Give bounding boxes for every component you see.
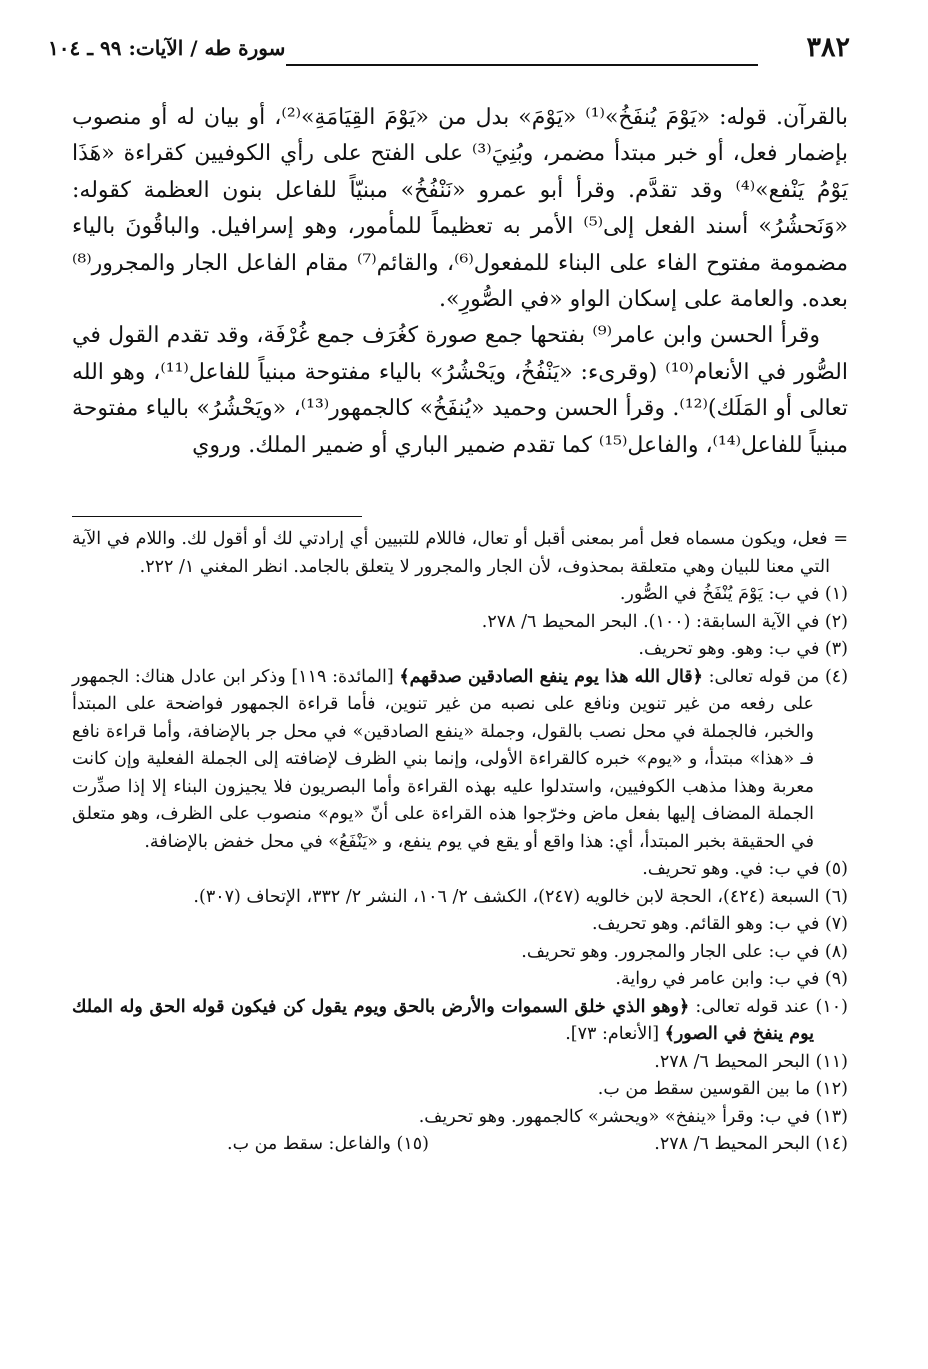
- footnote-8: (٨) في ب: على الجار والمجرور. وهو تحريف.: [521, 941, 848, 962]
- footnote-14: (١٤) البحر المحيط ٦/ ٢٧٨.: [654, 1134, 848, 1154]
- footnote-7: (٧) في ب: وهو القائم. وهو تحريف.: [591, 914, 848, 934]
- footnotes: [72, 526, 848, 1159]
- continuation-text: فعل، ويكون مسماه فعل أمر بمعنى أقبل أو تعال، فاللام للتبيين أي إرادتي لك أو أقول لك. واللام في الآية التي معنا للبيان وهي متعلقة بمحذوف، لأن الجار والمجرور لا يتعلق بالجامد. انظر المغني ١/ ٢٢٢.: [72, 529, 830, 577]
- footnote-1: (١) في ب: يَوْمَ يُنْفَخُ في الصُّور.: [619, 584, 848, 604]
- main-text: [72, 100, 848, 464]
- running-title: سورة طه / الآيات: ٩٩ ـ ١٠٤: [48, 36, 286, 60]
- footnote-2: (٢) في الآية السابقة: (١٠٠). البحر المحيط ٦/ ٢٧٨.: [481, 611, 848, 632]
- quran-quote: ﴿وهو الذي خلق السموات والأرض بالحق ويوم يقول كن فيكون قوله الحق وله الملك يوم ينفخ في الصور﴾: [72, 996, 814, 1044]
- page-number: ٣٨٢: [806, 32, 850, 63]
- footnote-row: [72, 1131, 848, 1159]
- footnote-15: (١٥) والفاعل: سقط من ب.: [227, 1134, 429, 1154]
- footnote-10-intro: (١٠) عند قوله تعالى:: [689, 996, 848, 1017]
- footnote-continuation: [72, 526, 848, 581]
- footnote-12: (١٢) ما بين القوسين سقط من ب.: [597, 1079, 848, 1099]
- footnote-13: (١٣) في ب: وقرأ «ينفخ» «ويحشر» كالجمهور. وهو تحريف.: [418, 1106, 848, 1127]
- paragraph: وقرأ الحسن وابن عامر⁽⁹⁾ بفتحها جمع صورة كغُرَف جمع غُرْفَة، وقد تقدم القول في الصُّور في الأنعام⁽¹⁰⁾ (وقرىء: «يَنْفُخُ، ويَحْشُرُ» بالياء مفتوحة مبنياً للفاعل⁽¹¹⁾، وهو الله تعالى أو المَلَك)⁽¹²⁾. وقرأ الحسن وحميد «يُنفَخُ» كالجمهور⁽¹³⁾، «ويَحْشُرُ» بالياء مفتوحة مبنياً للفاعل⁽¹⁴⁾، والفاعل⁽¹⁵⁾ كما تقدم ضمير الباري أو ضمير الملك. وروي: [72, 323, 848, 458]
- footnote-3: (٣) في ب: وهو. وهو تحريف.: [638, 639, 848, 659]
- header-rule: [286, 64, 758, 66]
- footnote-4: [72, 664, 848, 857]
- footnote-11: (١١) البحر المحيط ٦/ ٢٧٨.: [654, 1051, 848, 1072]
- footnote-4-text: [المائدة: ١١٩] وذكر ابن عادل هناك: الجمهور على رفعه من غير تنوين ونافع على نصبه من غير تنوين، فأما قراءة الجمهور فواضحة على المبتدأ والخبر، فالجملة في محل نصب بالقول، وجملة «ينفع الصادقين» في محل جر بالإضافة، وأما قراءة نافع فـ «هذا» مبتدأ، و «يوم» خبره كالقراءة الأولى، وإنما بني الظرف لإضافته إلى الجملة الفعلية وإن كانت معربة وهذا مذهب الكوفيين، واستدلوا عليه بهذه القراءة وأما البصريون فلا يجيزون البناء إلا إذا صدِّرت الجملة المضاف إليها بفعل ماض وخرّجوا هذه القراءة على أنّ «يوم» منصوب على الظرف، وهو متعلق في الحقيقة بخبر المبتدأ، أي: هذا واقع أو يقع في يوم ينفع، و «يَنْفَعُ» في محل خفض بالإضافة.: [72, 666, 814, 852]
- footnote-10-text: [الأنعام: ٧٣].: [565, 1024, 665, 1044]
- page-header: [48, 28, 850, 80]
- footnote-10: [72, 994, 848, 1049]
- footnote-9: (٩) في ب: وابن عامر في رواية.: [615, 969, 848, 989]
- continuation-marker: =: [833, 529, 848, 549]
- footnote-separator: [72, 516, 362, 517]
- quran-quote: ﴿قال الله هذا يوم ينفع الصادقين صدقهم﴾: [399, 666, 703, 687]
- footnote-4-intro: (٤) من قوله تعالى:: [702, 666, 849, 687]
- footnote-5: (٥) في ب: في. وهو تحريف.: [642, 859, 848, 879]
- paragraph: بالقرآن. قوله: «يَوْمَ يُنفَخُ»⁽¹⁾ «يَوْمَ» بدل من «يَوْمَ القِيَامَةِ»⁽²⁾، أو بيان له أو منصوب بإضمار فعل، أو خبر مبتدأ مضمر، وبُنِيَ⁽³⁾ على الفتح على رأي الكوفيين كقراءة «هَذَا يَوْمُ يَنْفع»⁽⁴⁾ وقد تقدَّم. وقرأ أبو عمرو «نَنْفُخُ» مبنيّاً للفاعل بنون العظمة كقوله: «وَنَحشُرُ» أسند الفعل إلى⁽⁵⁾ الأمر به تعظيماً للمأمور، وهو إسرافيل. والباقُونَ بالياء مضمومة مفتوح الفاء على البناء للمفعول⁽⁶⁾، والقائم⁽⁷⁾ مقام الفاعل الجار والمجرور⁽⁸⁾ بعده. والعامة على إسكان الواو «في الصُّورِ».: [72, 105, 849, 313]
- footnote-6: (٦) السبعة (٤٢٤)، الحجة لابن خالويه (٢٤٧)، الكشف ٢/ ١٠٦، النشر ٢/ ٣٣٢، الإتحاف (٣٠٧).: [193, 886, 848, 907]
